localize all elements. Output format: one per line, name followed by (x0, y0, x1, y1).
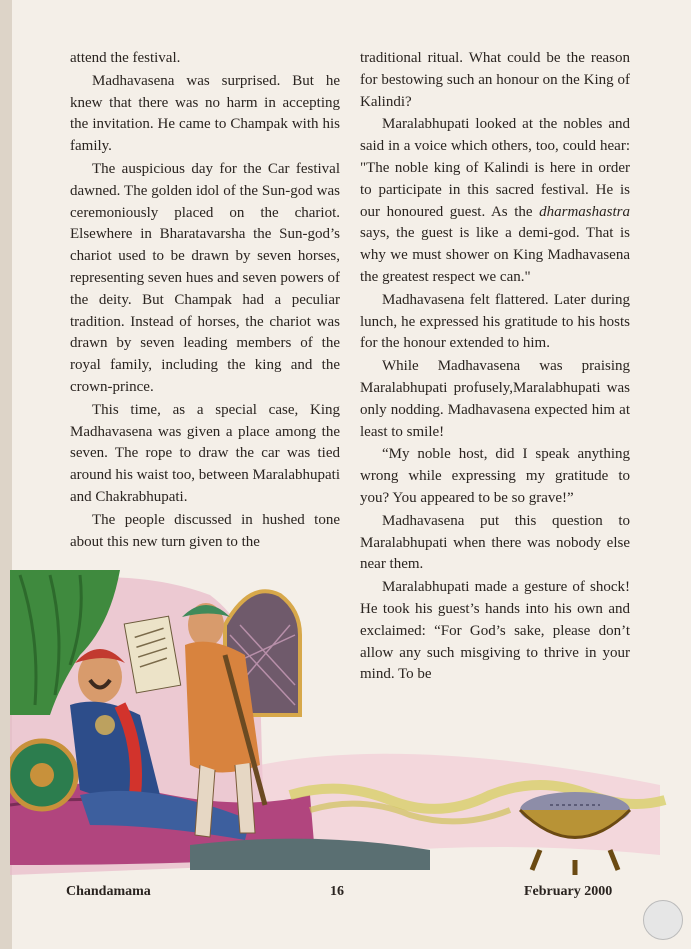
left-text-column (70, 48, 340, 554)
paragraph: “My noble host, did I speak anything wrong while expressing my gratitude to you? You appeared to be so grave!” (360, 446, 630, 506)
italic-term: dharmashastra (539, 203, 630, 220)
magazine-name: Chandamama (66, 884, 151, 899)
paragraph-text: says, the guest is like a demi-god. That is why we must shower on King Madhavasena the greatest respect we can." (360, 225, 630, 285)
paragraph: The people discussed in hushed tone about this new turn given to the (70, 511, 340, 550)
paragraph (360, 114, 630, 288)
paragraph: Madhavasena was surprised. But he knew that there was no harm in accepting the invitation. He came to Champak with his family. (70, 72, 340, 155)
page-footer (0, 884, 691, 914)
issue-date: February 2000 (524, 884, 613, 899)
paragraph: traditional ritual. What could be the reason for bestowing such an honour on the King of Kalindi? (360, 50, 630, 110)
paragraph: Madhavasena felt flattered. Later during lunch, he expressed his gratitude to his hosts for the honour extended to him. (360, 291, 630, 352)
story-illustration (10, 565, 670, 880)
library-stamp-icon (643, 900, 683, 940)
paragraph: While Madhavasena was praising Maralabhupati profusely,Maralabhupati was only nodding. Madhavasena expected him at least to smile! (360, 358, 630, 440)
paragraph: The auspicious day for the Car festival dawned. The golden idol of the Sun-god was ceremoniously placed on the chariot. Elsewhere in Bharatavarsha the Sun-god’s chariot used to be drawn by seven horses, representing seven hues and seven powers of the deity. But Champak had a peculiar tradition. Instead of horses, the chariot was drawn by seven leading members of the royal family, including the king and the crown-prince. (70, 160, 340, 395)
paragraph: Madhavasena put this question to Maralabhupati when there was nobody else near them. (360, 512, 630, 573)
paragraph: attend the festival. (70, 50, 181, 66)
paragraph: Maralabhupati made a gesture of shock! He took his guest’s hands into his own and exclaimed: “For God’s sake, please don’t allow any such misgiving to thrive in your mind. To be (360, 579, 630, 683)
paragraph: This time, as a special case, King Madhavasena was given a place among the seven. The rope to draw the car was tied around his waist too, between Maralabhupati and Chakrabhupati. (70, 401, 340, 505)
paragraph-text: Maralabhupati looked at the nobles and said in a voice which others, too, could hear: "The noble king of Kalindi is here in order to participate in this sacred festival. He is our honoured guest. As the (360, 116, 630, 220)
page-number: 16 (330, 884, 344, 899)
